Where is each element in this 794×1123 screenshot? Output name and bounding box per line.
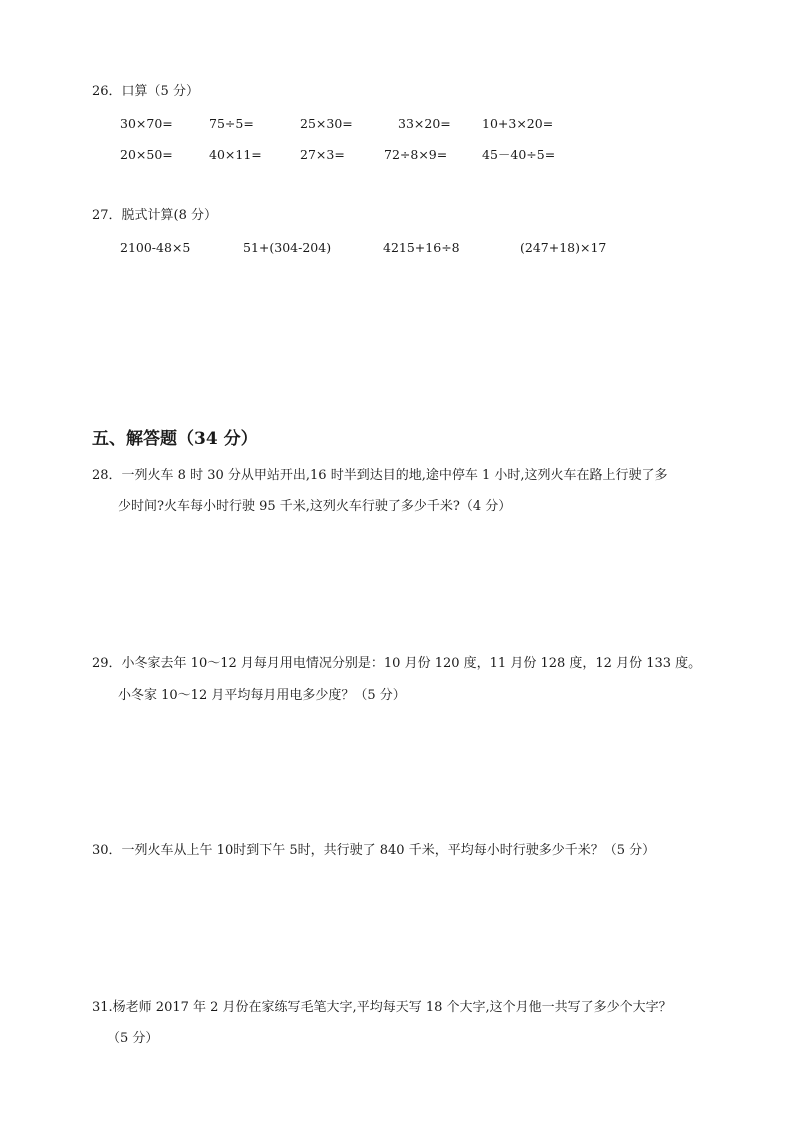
- q26-item: 25×30=: [300, 116, 353, 131]
- q27-item: 51+(304-204): [243, 240, 332, 255]
- q26-item: 20×50=: [120, 147, 173, 162]
- q28-line-1: 28．一列火车 8 时 30 分从甲站开出,16 时半到达目的地,途中停车 1 小时,这列火车在路上行驶了多: [92, 468, 668, 483]
- q29-line-2: 小冬家 10～12 月平均每月用电多少度？（5 分）: [118, 688, 406, 703]
- q27-item: 2100-48×5: [120, 240, 191, 255]
- q26-item: 27×3=: [300, 147, 345, 162]
- q27-item: 4215+16÷8: [383, 240, 460, 255]
- q26-item: 75÷5=: [209, 116, 254, 131]
- q26-item: 33×20=: [398, 116, 451, 131]
- q26-item: 30×70=: [120, 116, 173, 131]
- q26-item: 40×11=: [209, 147, 262, 162]
- q27-item: (247+18)×17: [520, 240, 607, 255]
- q31-line-2: （5 分）: [107, 1031, 159, 1046]
- q26-item: 72÷8×9=: [384, 147, 448, 162]
- q31-line-1: 31.杨老师 2017 年 2 月份在家练写毛笔大字,平均每天写 18 个大字,这个月他一共写了多少个大字？: [92, 1000, 672, 1015]
- q29-line-1: 29．小冬家去年 10～12 月每月用电情况分别是：10 月份 120 度，11 月份 128 度，12 月份 133 度。: [92, 656, 702, 671]
- q27-title: 27．脱式计算(8 分）: [92, 208, 218, 223]
- q26-item: 10+3×20=: [482, 116, 554, 131]
- q26-item: 45－40÷5=: [482, 147, 556, 162]
- q28-line-2: 少时间?火车每小时行驶 95 千米,这列火车行驶了多少千米?（4 分）: [118, 499, 512, 514]
- section-heading: 五、解答题（34 分）: [92, 429, 258, 449]
- q26-title: 26．口算（5 分）: [92, 84, 199, 99]
- q30-line-1: 30．一列火车从上午 10时到下午 5时，共行驶了 840 千米，平均每小时行驶多少千米？（5 分）: [92, 843, 656, 858]
